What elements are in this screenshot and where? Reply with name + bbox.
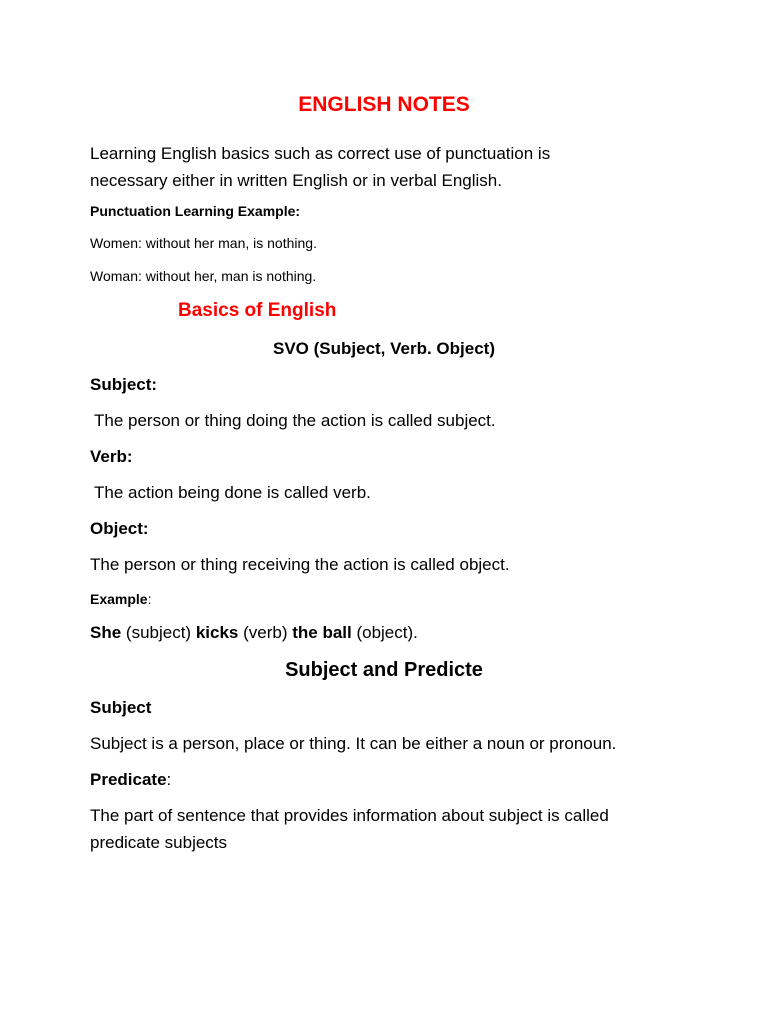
example-subject-word: She (90, 623, 122, 642)
intro-paragraph: Learning English basics such as correct use of punctuation is necessary either in written English or in verbal English. (90, 144, 551, 190)
example-subject-tag: (subject) (121, 623, 196, 642)
svo-heading: SVO (Subject, Verb. Object) (273, 339, 495, 358)
subject-predicate-heading: Subject and Predicte (285, 659, 483, 681)
verb-label: Verb: (90, 447, 133, 466)
punctuation-example-1: Women: without her man, is nothing. (90, 235, 317, 251)
example-object-tag: (object). (351, 623, 418, 642)
subject-definition: The person or thing doing the action is called subject. (94, 411, 496, 430)
document-title: ENGLISH NOTES (298, 93, 470, 116)
predicate-definition: The part of sentence that provides information about subject is called predicate subjects (90, 806, 609, 852)
basics-heading: Basics of English (178, 300, 337, 321)
punctuation-example-2: Woman: without her, man is nothing. (90, 268, 317, 284)
example-verb-word: kicks (195, 623, 239, 642)
predicate-colon: : (166, 770, 172, 789)
example-sentence (90, 623, 418, 643)
example-verb-tag: (verb) (238, 623, 293, 642)
example-object-word: the ball (292, 623, 352, 642)
predicate-label: Predicate (90, 770, 167, 789)
example-colon: : (147, 591, 152, 607)
subject-label: Subject: (90, 375, 158, 394)
predicate-label-line (90, 770, 171, 790)
verb-definition: The action being done is called verb. (94, 483, 371, 502)
example-label: Example (90, 591, 148, 607)
object-definition: The person or thing receiving the action is called object. (90, 555, 510, 574)
sp-subject-definition: Subject is a person, place or thing. It can be either a noun or pronoun. (90, 734, 617, 753)
punctuation-heading: Punctuation Learning Example: (90, 203, 301, 219)
sp-subject-label: Subject (90, 698, 152, 717)
example-label-line (90, 591, 151, 607)
object-label: Object: (90, 519, 149, 538)
